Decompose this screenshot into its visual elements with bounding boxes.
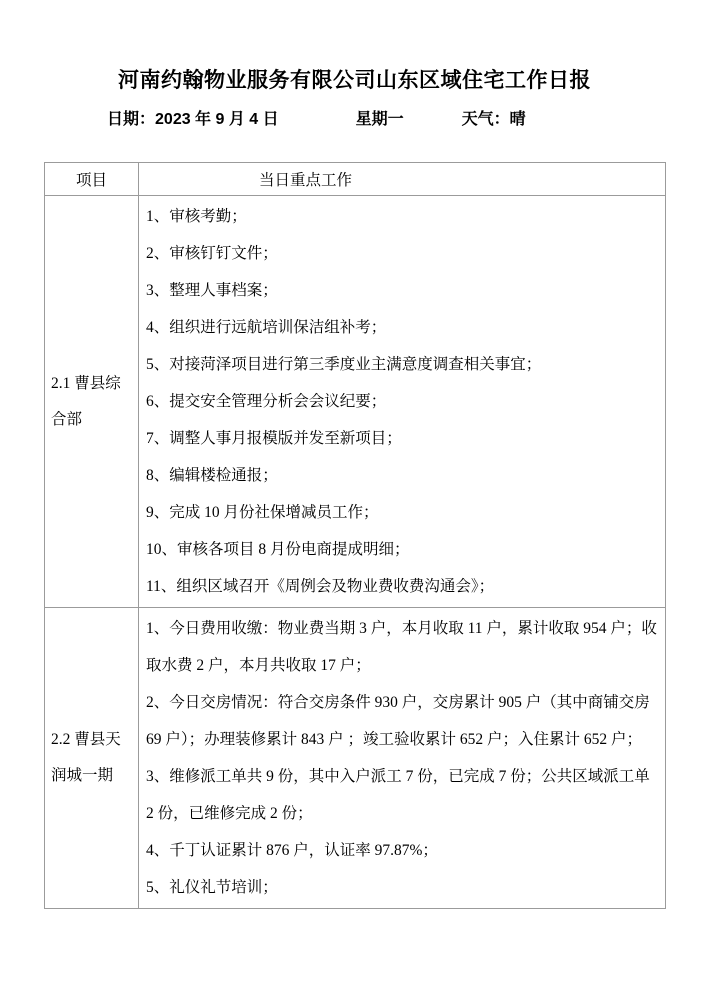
work-item: 3、整理人事档案； [146, 282, 278, 299]
column-header-work: 当日重点工作 [139, 163, 666, 196]
work-item: 5、礼仪礼节培训； [146, 879, 278, 896]
date-value: 2023 年 9 月 4 日 [155, 111, 279, 128]
work-item: 11、组织区域召开《周例会及物业费收费沟通会》； [146, 578, 495, 595]
work-items-cell [139, 196, 666, 608]
work-items-cell [139, 608, 666, 909]
report-table-body [45, 196, 666, 909]
work-item: 4、组织进行远航培训保洁组补考； [146, 319, 387, 336]
table-row [45, 196, 666, 608]
work-item: 2、审核钉钉文件； [146, 245, 278, 262]
page-title: 河南约翰物业服务有限公司山东区域住宅工作日报 [118, 69, 591, 92]
work-item: 3、维修派工单共 9 份，其中入户派工 7 份，已完成 7 份；公共区域派工单 2 份，已维修完成 2 份； [146, 768, 650, 822]
work-item: 5、对接菏泽项目进行第三季度业主满意度调查相关事宜； [146, 356, 542, 373]
project-cell: 2.2 曹县天润城一期 [45, 608, 139, 909]
table-row [45, 608, 666, 909]
work-item: 2、今日交房情况：符合交房条件 930 户，交房累计 905 户（其中商铺交房 69 户）；办理装修累计 843 户 ；竣工验收累计 652 户；入住累计 652 户； [146, 694, 650, 748]
weather-label: 天气： [461, 111, 510, 128]
work-item: 4、千丁认证累计 876 户，认证率 97.87%； [146, 842, 438, 859]
table-header-row [45, 163, 666, 196]
work-item: 1、今日费用收缴：物业费当期 3 户，本月收取 11 户，累计收取 954 户；收取水费 2 户，本月共收取 17 户； [146, 620, 657, 674]
work-item: 6、提交安全管理分析会会议纪要； [146, 393, 387, 410]
work-item: 10、审核各项目 8 月份电商提成明细； [146, 541, 410, 558]
column-header-project: 项目 [45, 163, 139, 196]
daily-report-table [44, 162, 666, 909]
work-item: 8、编辑楼检通报； [146, 467, 278, 484]
project-cell: 2.1 曹县综合部 [45, 196, 139, 608]
weekday-value: 星期一 [355, 111, 404, 128]
work-item: 1、审核考勤； [146, 208, 247, 225]
meta-line [44, 108, 665, 132]
weather-value: 晴 [509, 111, 526, 128]
work-item: 7、调整人事月报模版并发至新项目； [146, 430, 402, 447]
work-item: 9、完成 10 月份社保增减员工作； [146, 504, 379, 521]
date-label: 日期： [107, 111, 156, 128]
